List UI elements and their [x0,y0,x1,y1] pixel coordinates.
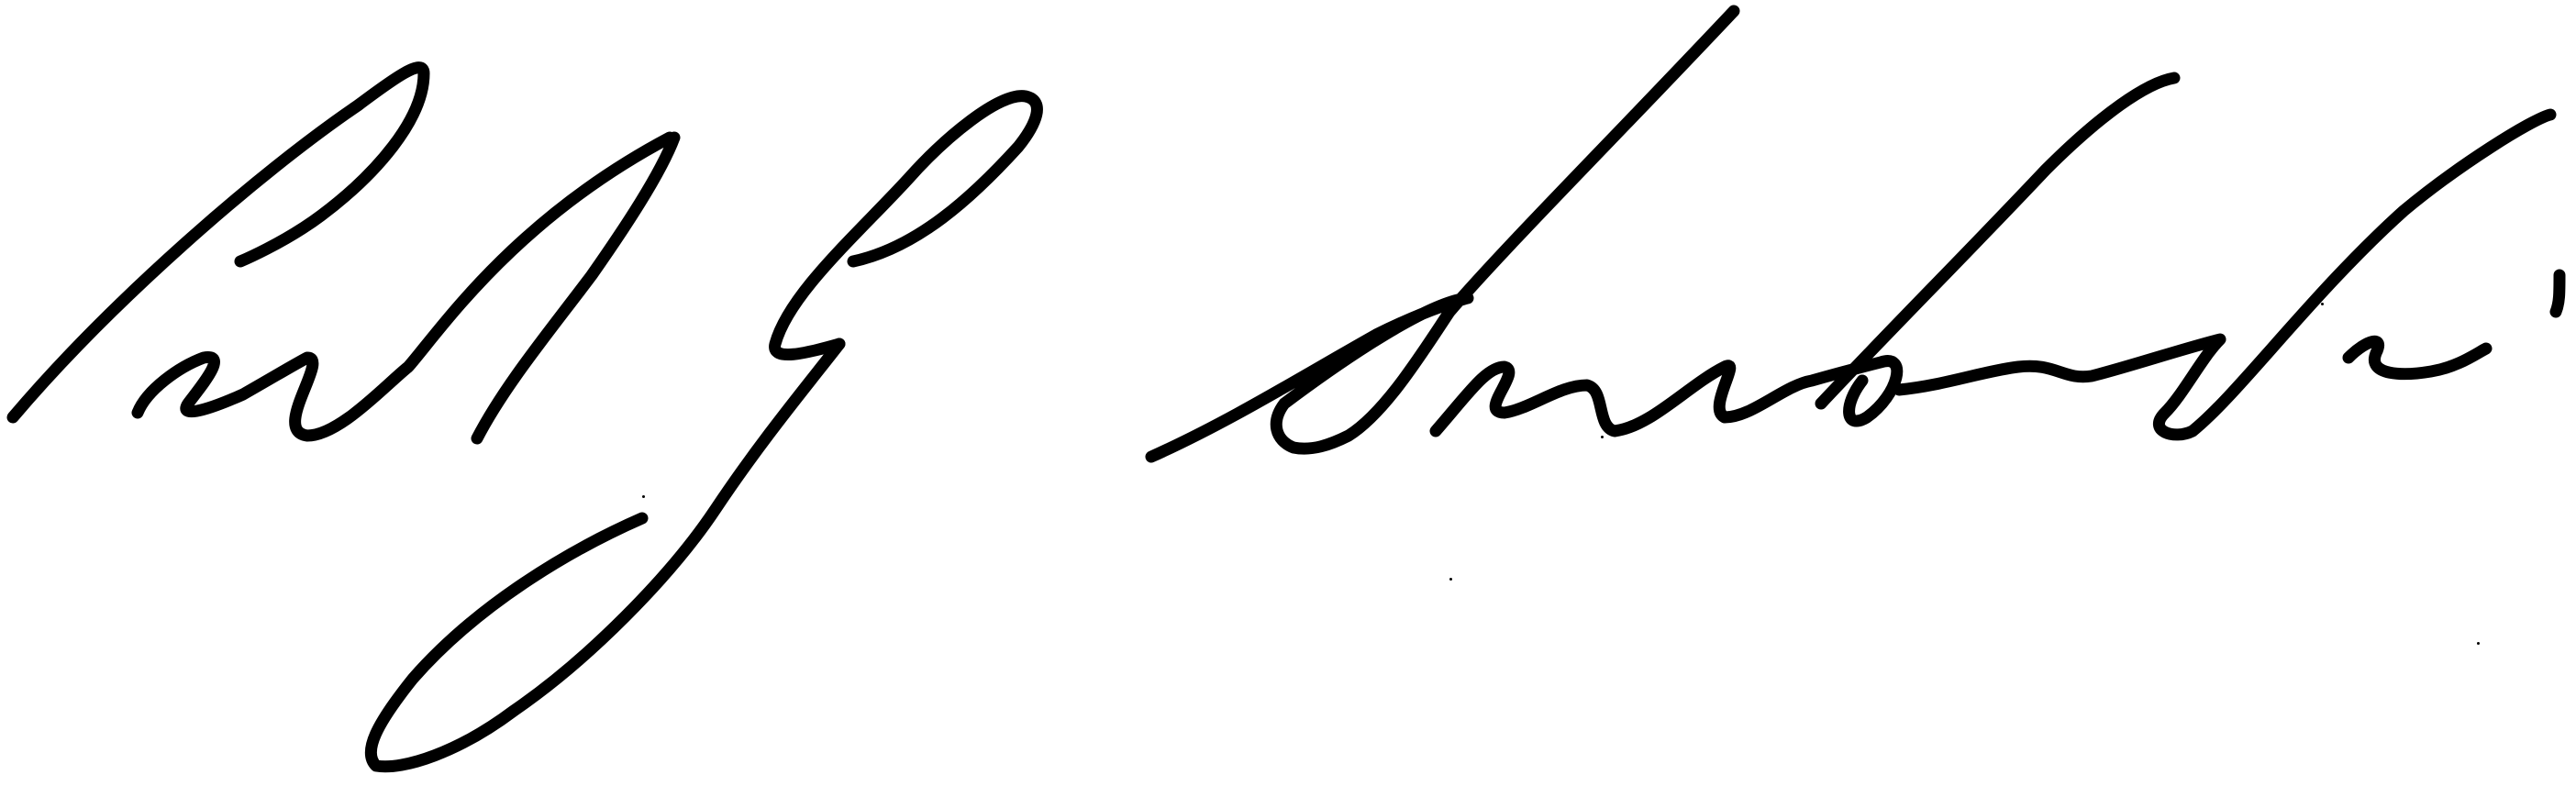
stroke-surname-end [1899,115,2550,435]
stroke-final-tick [2556,275,2559,312]
stroke-first-name-tail [477,138,674,438]
ink-speck [642,495,645,498]
signature-ink [13,11,2559,767]
stroke-surname-k-loop [2348,341,2486,373]
stroke-middle-initial-loop [775,96,1038,355]
ink-speck [1449,578,1452,581]
ink-speck [1601,436,1604,438]
ink-speck [2321,303,2324,305]
stroke-middle-initial-descender [371,344,839,767]
stroke-surname-ascender [1821,78,2174,404]
stroke-surname-initial [1151,11,1734,457]
ink-speck [2477,642,2480,645]
